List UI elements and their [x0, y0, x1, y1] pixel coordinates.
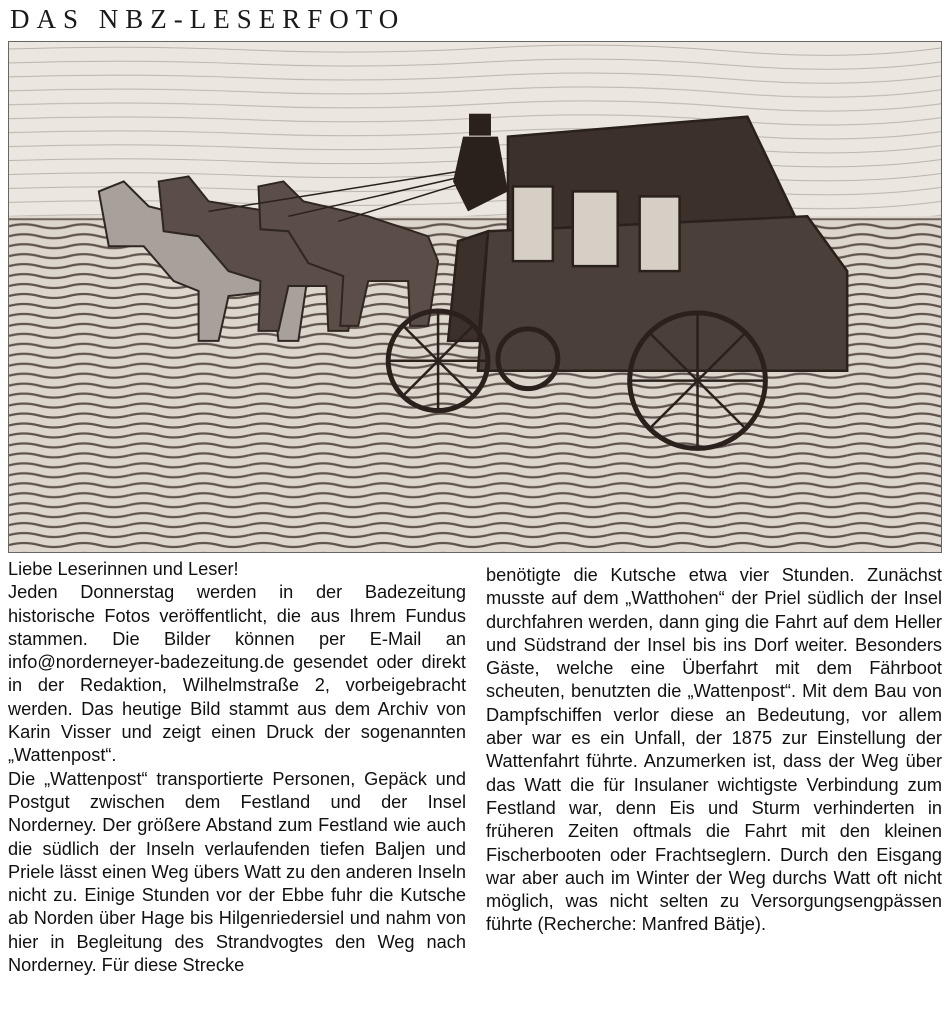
article-greeting: Liebe Leserinnen und Leser! — [8, 559, 239, 579]
article-column-right — [486, 564, 942, 937]
article-paragraph: Die „Wattenpost“ transportierte Personen, Gepäck und Postgut zwischen dem Festland und der Insel Norderney. Der größere Abstand zum Festland wie auch die südlich der Inseln verlaufenden tiefen Baljen und Priele lässt einen Weg übers Watt zu den anderen Inseln nicht zu. Einige Stunden vor der Ebbe fuhr die Kutsche ab Norden über Hage bis Hilgenriedersiel und nahm von hier in Begleitung des Strandvogtes den Weg nach Norderney. Für diese Strecke — [8, 768, 466, 976]
page-title: DAS NBZ-LESERFOTO — [10, 4, 406, 34]
article-column-left — [8, 558, 466, 977]
article-photo — [8, 41, 942, 553]
stagecoach-engraving — [9, 42, 941, 552]
article-paragraph: Jeden Donnerstag werden in der Badezeitung historische Fotos veröffentlicht, die aus Ihrem Fundus stammen. Die Bilder können per E-Mail an info@norderneyer-badezeitung.de gesendet oder direkt in der Redaktion, Wilhelmstraße 2, vorbeigebracht werden. Das heutige Bild stammt aus dem Archiv von Karin Visser und zeigt einen Druck der sogenannten „Wattenpost“. — [8, 582, 466, 766]
article-paragraph: benötigte die Kutsche etwa vier Stunden. Zunächst musste auf dem „Watthohen“ der Priel südlich der Insel durchfahren werden, dann ging die Fahrt auf dem Heller und Südstrand der Insel bis ins Dorf weiter. Besonders Gäste, welche eine Überfahrt mit dem Fährboot scheuten, benutzten die „Wattenpost“. Mit dem Bau von Dampfschiffen verlor diese an Bedeutung, vor allem aber war es ein Unfall, der 1875 zur Einstellung der Wattenfahrt führte. Anzumerken ist, dass der Weg über das Watt die für Insulaner wichtigste Verbindung zum Festland war, denn Eis und Sturm verhinderten in früheren Zeiten oftmals die Fahrt mit den kleinen Fischerbooten oder Frachtseglern. Durch den Eisgang war aber auch im Winter der Weg durchs Watt oft nicht möglich, was nicht selten zu Versorgungsengpässen führte (Recherche: Manfred Bätje). — [486, 565, 942, 935]
